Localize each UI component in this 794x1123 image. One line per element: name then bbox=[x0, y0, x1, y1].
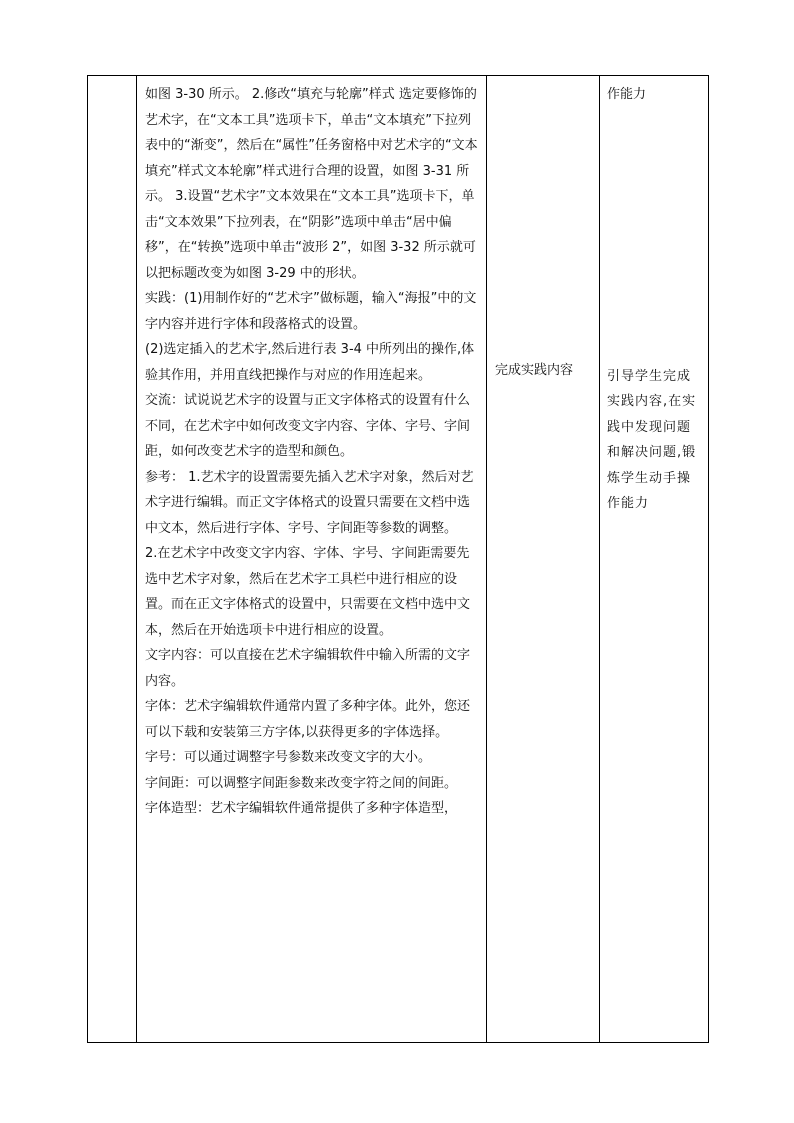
paragraph: 字体：艺术字编辑软件通常内置了多种字体。此外，您还可以下载和安装第三方字体,以获得更多的字体选择。 bbox=[145, 699, 471, 740]
content-text bbox=[137, 76, 486, 822]
paragraph: 交流：试说说艺术字的设置与正文字体格式的设置有什么不同，在艺术字中如何改变文字内容、字体、字号、字间距，如何改变艺术字的造型和颜色。 bbox=[145, 393, 471, 459]
paragraph: (2)选定插入的艺术字,然后进行表 3-4 中所列出的操作,体验其作用，并用直线把操作与对应的作用连起来。 bbox=[145, 342, 475, 383]
intent-text: 引导学生完成实践内容,在实践中发现问题和解决问题,锻炼学生动手操作能力 bbox=[607, 368, 697, 511]
paragraph: 如图 3-30 所示。 2.修改“填充与轮廓”样式 选定要修饰的艺术字，在“文本工具”选项卡下，单击“文本填充”下拉列表中的“渐变”，然后在“属性”任务窗格中对艺术字的“文本填充”样式文本轮廓”样式进行合理的设置，如图 3-31 所示。 3.设置“艺术字”文本效果在“文本工具”选项卡下，单击“文本效果”下拉列表，在“阴影”选项中单击“居中偏移”，在“转换”选项中单击“波形 2”，如图 3-32 所示就可以把标题改变为如图 3-29 中的形状。 bbox=[145, 87, 478, 281]
paragraph: 字号：可以通过调整字号参数来改变文字的大小。 bbox=[145, 750, 432, 765]
paragraph: 文字内容：可以直接在艺术字编辑软件中输入所需的文字内容。 bbox=[145, 648, 471, 689]
paragraph: 参考： 1.艺术字的设置需要先插入艺术字对象，然后对艺术字进行编辑。而正文字体格式的设置只需要在文档中选中文本，然后进行字体、字号、字间距等参数的调整。 bbox=[145, 469, 474, 536]
content-cell bbox=[137, 76, 487, 1043]
activity-cell bbox=[487, 76, 600, 1043]
intent-top-text: 作能力 bbox=[607, 87, 647, 102]
activity-text: 完成实践内容 bbox=[495, 363, 574, 378]
lesson-plan-table bbox=[87, 75, 709, 1043]
paragraph: 字体造型：艺术字编辑软件通常提供了多种字体造型， bbox=[145, 801, 458, 816]
paragraph: 字间距：可以调整字间距参数来改变字符之间的间距。 bbox=[145, 775, 458, 791]
table-row bbox=[88, 76, 709, 1043]
paragraph: 实践：(1)用制作好的“艺术字”做标题，输入“海报”中的文字内容并进行字体和段落格式的设置。 bbox=[145, 291, 477, 332]
step-cell bbox=[88, 76, 137, 1043]
paragraph: 2.在艺术字中改变文字内容、字体、字号、字间距需要先选中艺术字对象，然后在艺术字工具栏中进行相应的设置。而在正文字体格式的设置中，只需要在文档中选中文本，然后在开始选项卡中进行相应的设置。 bbox=[145, 546, 471, 638]
intent-cell bbox=[600, 76, 709, 1043]
